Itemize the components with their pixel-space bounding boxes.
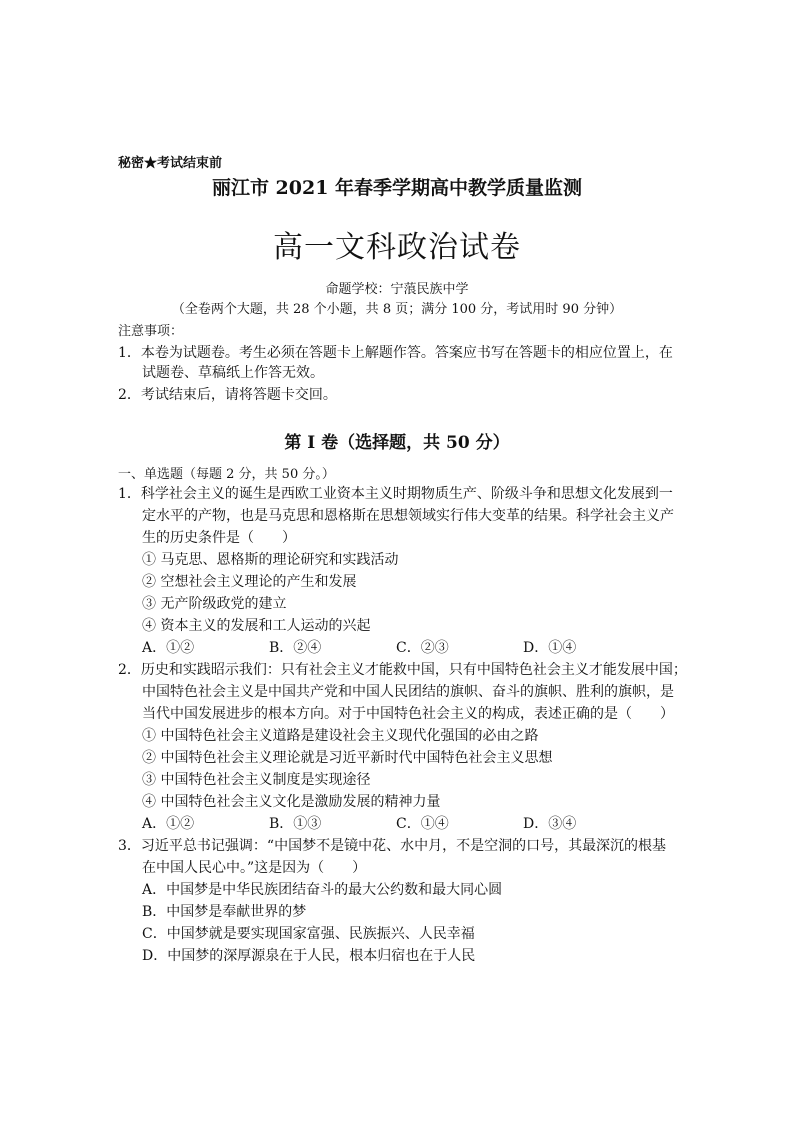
note-line: 1．本卷为试题卷。考生必须在答题卡上解题作答。答案应书写在答题卡的相应位置上，在 xyxy=(118,345,673,361)
statement: B．中国梦是奉献世界的梦 xyxy=(142,904,307,920)
statement: ③ 无产阶级政党的建立 xyxy=(142,596,287,612)
question-line: 2．历史和实践昭示我们：只有社会主义才能救中国，只有中国特色社会主义才能发展中国； xyxy=(118,662,687,678)
notes-title: 注意事项： xyxy=(118,324,184,339)
option-b: B．①③ xyxy=(269,816,322,832)
paper-info: （全卷两个大题，共 28 个小题，共 8 页；满分 100 分，考试用时 90 分钟） xyxy=(171,302,623,317)
statement: ① 马克思、恩格斯的理论研究和实践活动 xyxy=(142,552,399,568)
setter-school: 命题学校：宁蒗民族中学 xyxy=(325,282,469,297)
question-line: 在中国人民心中。”这是因为（ ） xyxy=(142,860,367,876)
question-line: 3．习近平总书记强调：“中国梦不是镜中花、水中月，不是空洞的口号，其最深沉的根基 xyxy=(118,838,667,854)
question-line: 生的历史条件是（ ） xyxy=(142,530,296,546)
question-line: 中国特色社会主义是中国共产党和中国人民团结的旗帜、奋斗的旗帜、胜利的旗帜，是 xyxy=(142,684,674,700)
option-d: D．③④ xyxy=(523,816,577,832)
statement: C．中国梦就是要实现国家富强、民族振兴、人民幸福 xyxy=(142,926,475,942)
question-line: 1．科学社会主义的诞生是西欧工业资本主义时期物质生产、阶级斗争和思想文化发展到一 xyxy=(118,486,673,502)
statement: ④ 中国特色社会主义文化是激励发展的精神力量 xyxy=(142,794,441,810)
exam-name: 丽江市 2021 年春季学期高中教学质量监测 xyxy=(211,177,583,199)
answer-options xyxy=(142,637,650,657)
option-b: B．②④ xyxy=(269,640,322,656)
question-line: 定水平的产物，也是马克思和恩格斯在思想领域实行伟大变革的结果。科学社会主义产 xyxy=(142,508,674,524)
page-title: 高一文科政治试卷 xyxy=(273,230,521,265)
statement: ① 中国特色社会主义道路是建设社会主义现代化强国的必由之路 xyxy=(142,728,539,744)
option-c: C．①④ xyxy=(396,816,449,832)
statement: D．中国梦的深厚源泉在于人民，根本归宿也在于人民 xyxy=(142,948,476,964)
option-a: A．①② xyxy=(142,816,195,832)
statement: A．中国梦是中华民族团结奋斗的最大公约数和最大同心圆 xyxy=(142,882,503,898)
note-line: 2．考试结束后，请将答题卡交回。 xyxy=(118,387,337,403)
option-a: A．①② xyxy=(142,640,195,656)
section-subtitle: 一、单选题（每题 2 分，共 50 分。） xyxy=(118,467,335,482)
statement: ④ 资本主义的发展和工人运动的兴起 xyxy=(142,618,371,634)
secret-label: 秘密★考试结束前 xyxy=(118,156,223,171)
statement: ② 中国特色社会主义理论就是习近平新时代中国特色社会主义思想 xyxy=(142,750,553,766)
answer-options xyxy=(142,813,650,833)
section-title: 第 I 卷（选择题，共 50 分） xyxy=(284,433,510,453)
option-c: C．②③ xyxy=(396,640,449,656)
statement: ② 空想社会主义理论的产生和发展 xyxy=(142,574,357,590)
option-d: D．①④ xyxy=(523,640,577,656)
statement: ③ 中国特色社会主义制度是实现途径 xyxy=(142,772,371,788)
note-line: 试题卷、草稿纸上作答无效。 xyxy=(142,365,324,381)
question-line: 当代中国发展进步的根本方向。对于中国特色社会主义的构成，表述正确的是（ ） xyxy=(142,706,674,722)
